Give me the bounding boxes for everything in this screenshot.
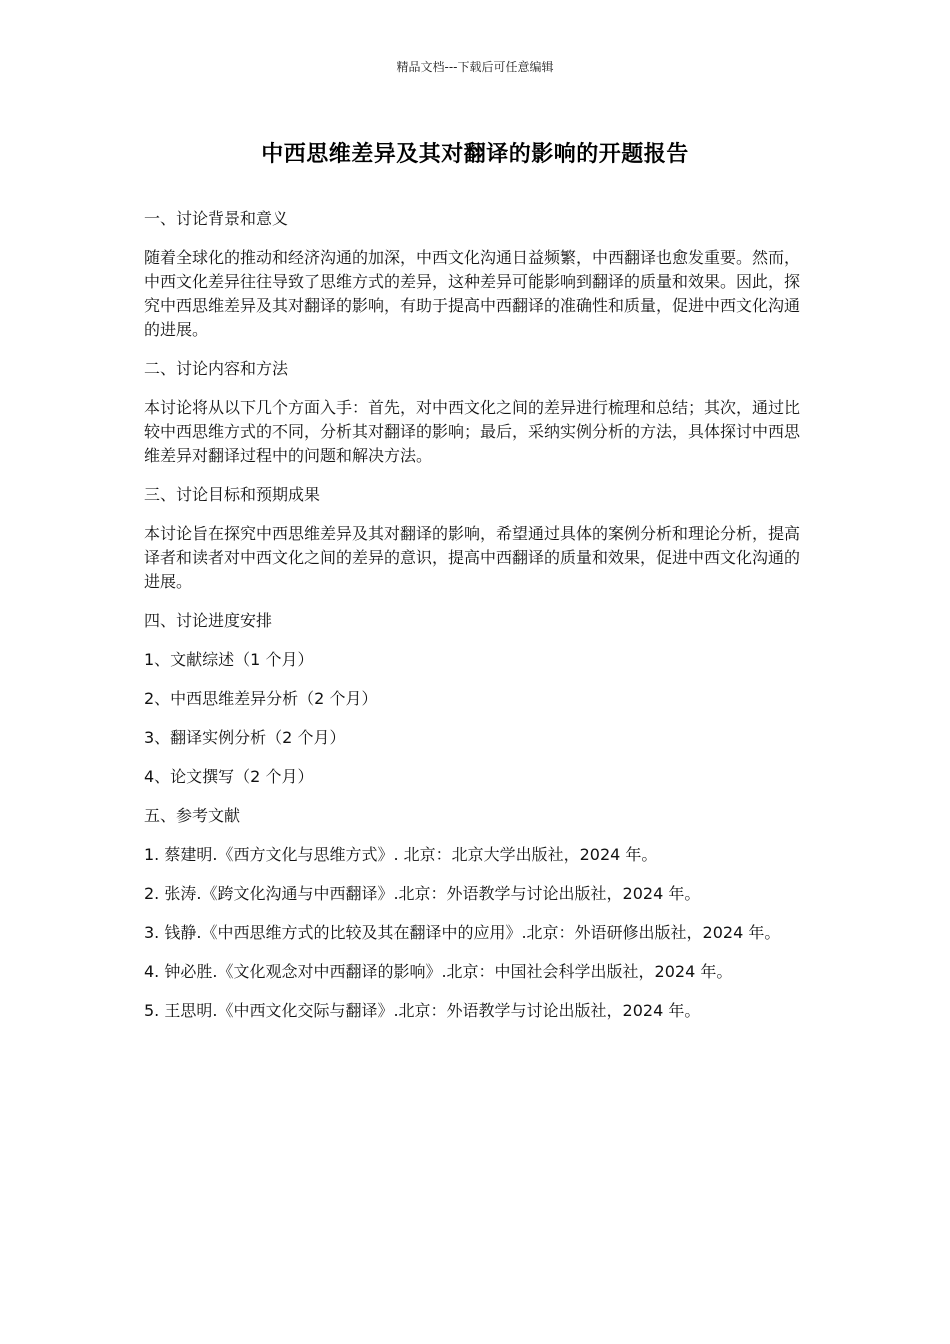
reference-item: 2. 张涛.《跨文化沟通与中西翻译》.北京：外语教学与讨论出版社，2024 年。 — [144, 884, 701, 903]
schedule-item: 4、论文撰写（2 个月） — [144, 767, 314, 786]
reference-item: 1. 蔡建明.《西方文化与思维方式》. 北京：北京大学出版社，2024 年。 — [144, 845, 658, 864]
reference-item: 3. 钱静.《中西思维方式的比较及其在翻译中的应用》.北京：外语研修出版社，2024 年。 — [144, 923, 781, 942]
section-paragraph-content-method: 本讨论将从以下几个方面入手：首先，对中西文化之间的差异进行梳理和总结；其次，通过比较中西思维方式的不同，分析其对翻译的影响；最后，采纳实例分析的方法，具体探讨中西思维差异对翻译过程中的问题和解决方法。 — [144, 398, 801, 465]
references-heading: 五、参考文献 — [144, 806, 241, 825]
section-heading-content-method: 二、讨论内容和方法 — [144, 359, 289, 378]
section-heading-background: 一、讨论背景和意义 — [144, 209, 289, 228]
reference-item: 4. 钟必胜.《文化观念对中西翻译的影响》.北京：中国社会科学出版社，2024 年。 — [144, 962, 733, 981]
document-title: 中西思维差异及其对翻译的影响的开题报告 — [261, 142, 689, 167]
schedule-item: 2、中西思维差异分析（2 个月） — [144, 689, 378, 708]
section-paragraph-background: 随着全球化的推动和经济沟通的加深，中西文化沟通日益频繁，中西翻译也愈发重要。然而，中西文化差异往往导致了思维方式的差异，这种差异可能影响到翻译的质量和效果。因此，探究中西思维差异及其对翻译的影响，有助于提高中西翻译的准确性和质量，促进中西文化沟通的进展。 — [144, 248, 801, 339]
reference-item: 5. 王思明.《中西文化交际与翻译》.北京：外语教学与讨论出版社，2024 年。 — [144, 1001, 701, 1020]
schedule-item: 3、翻译实例分析（2 个月） — [144, 728, 346, 747]
section-paragraph-goals: 本讨论旨在探究中西思维差异及其对翻译的影响，希望通过具体的案例分析和理论分析，提高译者和读者对中西文化之间的差异的意识，提高中西翻译的质量和效果，促进中西文化沟通的进展。 — [144, 524, 801, 591]
page-header-note: 精品文档---下载后可任意编辑 — [396, 60, 554, 74]
schedule-heading: 四、讨论进度安排 — [144, 611, 273, 630]
section-heading-goals: 三、讨论目标和预期成果 — [144, 485, 321, 504]
document-body — [144, 207, 809, 1038]
schedule-item: 1、文献综述（1 个月） — [144, 650, 314, 669]
